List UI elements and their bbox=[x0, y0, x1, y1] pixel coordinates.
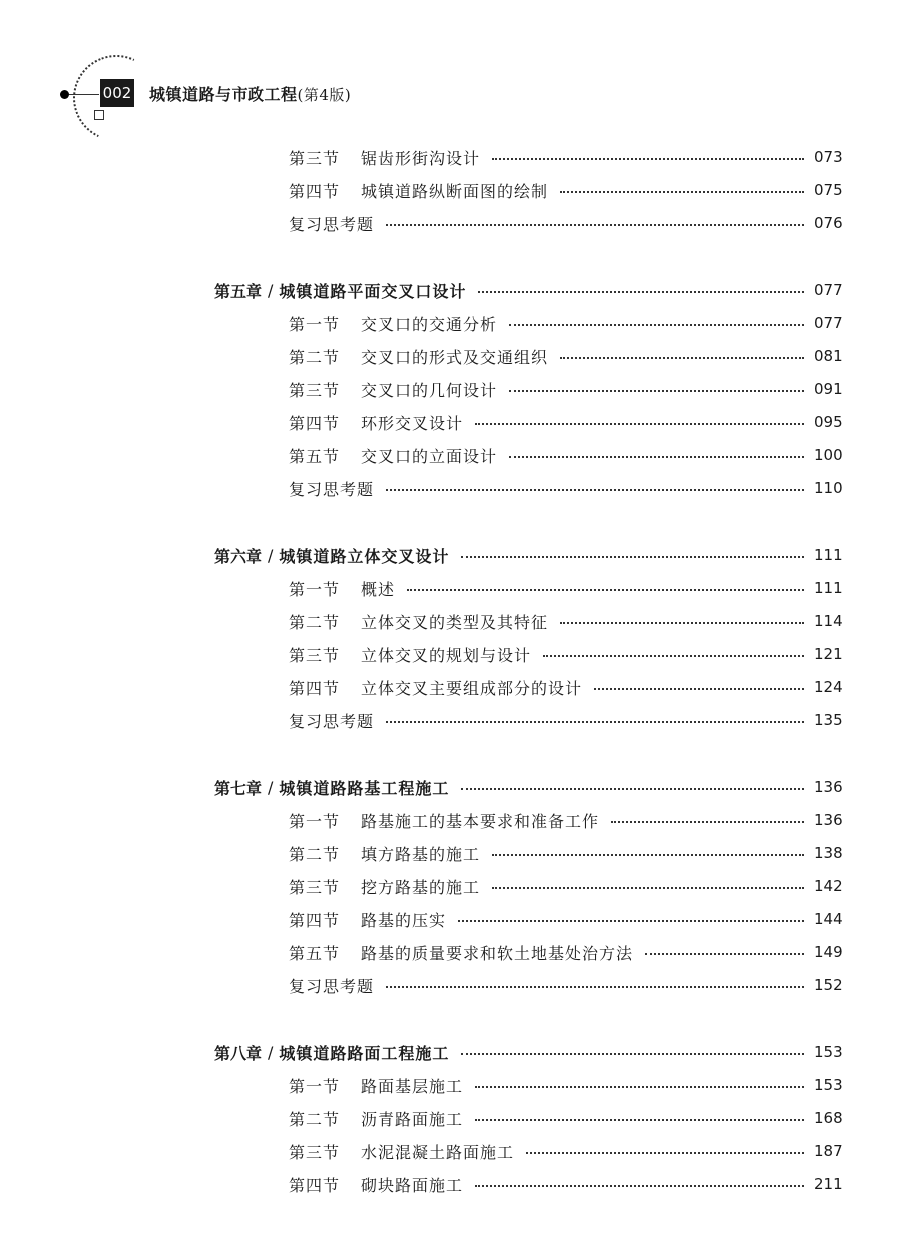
toc-review-row bbox=[289, 707, 842, 733]
dot-leader bbox=[475, 1185, 804, 1187]
toc-section-row bbox=[289, 873, 842, 899]
section-label: 第五节 bbox=[289, 943, 341, 963]
section-title: 交叉口的立面设计 bbox=[361, 446, 498, 466]
page-number: 138 bbox=[814, 844, 843, 862]
dot-leader bbox=[560, 622, 804, 624]
dot-leader bbox=[386, 721, 804, 723]
toc-chapter-row bbox=[214, 542, 842, 568]
section-title: 锯齿形街沟设计 bbox=[361, 148, 481, 168]
toc-chapter-row bbox=[214, 774, 842, 800]
section-label: 第二节 bbox=[289, 347, 341, 367]
section-label: 第三节 bbox=[289, 877, 341, 897]
page-number: 149 bbox=[814, 943, 843, 961]
section-label: 第四节 bbox=[289, 413, 341, 433]
section-title: 挖方路基的施工 bbox=[361, 877, 481, 897]
section-title: 填方路基的施工 bbox=[361, 844, 481, 864]
toc-section-row bbox=[289, 376, 842, 402]
review-title: 复习思考题 bbox=[289, 214, 375, 234]
dot-leader bbox=[386, 489, 804, 491]
page-number: 111 bbox=[814, 546, 843, 564]
page-number: 076 bbox=[814, 214, 843, 232]
chapter-title: 城镇道路路面工程施工 bbox=[279, 1043, 450, 1063]
section-title: 交叉口的几何设计 bbox=[361, 380, 498, 400]
chapter-separator: / bbox=[268, 1042, 274, 1062]
section-label: 第三节 bbox=[289, 1142, 341, 1162]
dot-leader bbox=[594, 688, 804, 690]
dot-leader bbox=[475, 423, 804, 425]
page-number: 142 bbox=[814, 877, 843, 895]
section-title: 路基施工的基本要求和准备工作 bbox=[361, 811, 600, 831]
dot-leader bbox=[475, 1086, 804, 1088]
toc-section-row bbox=[289, 343, 842, 369]
edition-label: (第4版) bbox=[297, 86, 352, 104]
section-title: 沥青路面施工 bbox=[361, 1109, 464, 1129]
page-number: 124 bbox=[814, 678, 843, 696]
section-label: 第三节 bbox=[289, 645, 341, 665]
toc-section-row bbox=[289, 641, 842, 667]
page-number: 136 bbox=[814, 778, 843, 796]
toc-section-row bbox=[289, 310, 842, 336]
section-title: 立体交叉的规划与设计 bbox=[361, 645, 532, 665]
review-title: 复习思考题 bbox=[289, 976, 375, 996]
section-title: 路面基层施工 bbox=[361, 1076, 464, 1096]
toc-chapter-row bbox=[214, 277, 842, 303]
dot-leader bbox=[492, 887, 804, 889]
section-title: 路基的压实 bbox=[361, 910, 447, 930]
chapter-label: 第八章 bbox=[214, 1043, 263, 1063]
review-title: 复习思考题 bbox=[289, 711, 375, 731]
page-number: 073 bbox=[814, 148, 843, 166]
dot-leader bbox=[461, 1053, 804, 1055]
toc-section-row bbox=[289, 442, 842, 468]
chapter-separator: / bbox=[268, 280, 274, 300]
page-number: 075 bbox=[814, 181, 843, 199]
page-number: 153 bbox=[814, 1076, 843, 1094]
dot-leader bbox=[611, 821, 804, 823]
section-label: 第五节 bbox=[289, 446, 341, 466]
toc-section-row bbox=[289, 939, 842, 965]
page-number: 091 bbox=[814, 380, 843, 398]
section-label: 第二节 bbox=[289, 844, 341, 864]
book-title: 城镇道路与市政工程 bbox=[149, 85, 298, 104]
toc-section-row bbox=[289, 409, 842, 435]
dot-leader bbox=[509, 324, 804, 326]
dot-leader bbox=[386, 224, 804, 226]
chapter-label: 第七章 bbox=[214, 778, 263, 798]
page-number: 100 bbox=[814, 446, 843, 464]
section-title: 交叉口的形式及交通组织 bbox=[361, 347, 549, 367]
chapter-title: 城镇道路路基工程施工 bbox=[279, 778, 450, 798]
toc-section-row bbox=[289, 1072, 842, 1098]
chapter-title: 城镇道路平面交叉口设计 bbox=[279, 281, 467, 301]
page-number: 144 bbox=[814, 910, 843, 928]
page-number: 211 bbox=[814, 1175, 843, 1193]
chapter-label: 第六章 bbox=[214, 546, 263, 566]
section-label: 第三节 bbox=[289, 148, 341, 168]
page-number: 081 bbox=[814, 347, 843, 365]
toc-review-row bbox=[289, 972, 842, 998]
page-number: 110 bbox=[814, 479, 843, 497]
toc-section-row bbox=[289, 1138, 842, 1164]
chapter-separator: / bbox=[268, 545, 274, 565]
section-title: 水泥混凝土路面施工 bbox=[361, 1142, 515, 1162]
section-label: 第四节 bbox=[289, 181, 341, 201]
page-number: 077 bbox=[814, 314, 843, 332]
page-number: 136 bbox=[814, 811, 843, 829]
review-title: 复习思考题 bbox=[289, 479, 375, 499]
toc-review-row bbox=[289, 475, 842, 501]
toc-section-row bbox=[289, 1171, 842, 1197]
section-label: 第一节 bbox=[289, 1076, 341, 1096]
section-label: 第二节 bbox=[289, 612, 341, 632]
toc-section-row bbox=[289, 608, 842, 634]
section-label: 第二节 bbox=[289, 1109, 341, 1129]
section-label: 第一节 bbox=[289, 579, 341, 599]
chapter-title: 城镇道路立体交叉设计 bbox=[279, 546, 450, 566]
section-title: 立体交叉主要组成部分的设计 bbox=[361, 678, 583, 698]
toc-section-row bbox=[289, 177, 842, 203]
toc-review-row bbox=[289, 210, 842, 236]
page-number: 187 bbox=[814, 1142, 843, 1160]
page-number: 002 bbox=[100, 79, 134, 107]
toc-section-row bbox=[289, 840, 842, 866]
section-label: 第一节 bbox=[289, 811, 341, 831]
dot-leader bbox=[492, 158, 804, 160]
section-title: 环形交叉设计 bbox=[361, 413, 464, 433]
toc-chapter-row bbox=[214, 1039, 842, 1065]
toc-section-row bbox=[289, 144, 842, 170]
dot-leader bbox=[492, 854, 804, 856]
dot-leader bbox=[509, 456, 804, 458]
dot-leader bbox=[526, 1152, 804, 1154]
section-label: 第四节 bbox=[289, 1175, 341, 1195]
dot-leader bbox=[543, 655, 804, 657]
section-title: 交叉口的交通分析 bbox=[361, 314, 498, 334]
dot-leader bbox=[560, 357, 804, 359]
page-number: 114 bbox=[814, 612, 843, 630]
section-title: 城镇道路纵断面图的绘制 bbox=[361, 181, 549, 201]
page-number: 152 bbox=[814, 976, 843, 994]
section-label: 第四节 bbox=[289, 910, 341, 930]
section-title: 立体交叉的类型及其特征 bbox=[361, 612, 549, 632]
dot-leader bbox=[478, 291, 804, 293]
section-title: 路基的质量要求和软土地基处治方法 bbox=[361, 943, 634, 963]
page-number: 111 bbox=[814, 579, 843, 597]
toc-section-row bbox=[289, 906, 842, 932]
dot-leader bbox=[475, 1119, 804, 1121]
toc-section-row bbox=[289, 674, 842, 700]
page-number: 135 bbox=[814, 711, 843, 729]
toc-section-row bbox=[289, 575, 842, 601]
section-label: 第三节 bbox=[289, 380, 341, 400]
section-label: 第四节 bbox=[289, 678, 341, 698]
dot-leader bbox=[458, 920, 804, 922]
dot-leader bbox=[461, 788, 804, 790]
page-number: 168 bbox=[814, 1109, 843, 1127]
dot-leader bbox=[560, 191, 804, 193]
dot-leader bbox=[645, 953, 804, 955]
section-title: 砌块路面施工 bbox=[361, 1175, 464, 1195]
chapter-label: 第五章 bbox=[214, 281, 263, 301]
page-number: 077 bbox=[814, 281, 843, 299]
section-title: 概述 bbox=[361, 579, 396, 599]
toc-section-row bbox=[289, 1105, 842, 1131]
dot-leader bbox=[461, 556, 804, 558]
page-number: 121 bbox=[814, 645, 843, 663]
chapter-separator: / bbox=[268, 777, 274, 797]
page-number: 095 bbox=[814, 413, 843, 431]
dot-leader bbox=[509, 390, 804, 392]
toc-section-row bbox=[289, 807, 842, 833]
dot-leader bbox=[407, 589, 804, 591]
page-number: 153 bbox=[814, 1043, 843, 1061]
dot-leader bbox=[386, 986, 804, 988]
section-label: 第一节 bbox=[289, 314, 341, 334]
